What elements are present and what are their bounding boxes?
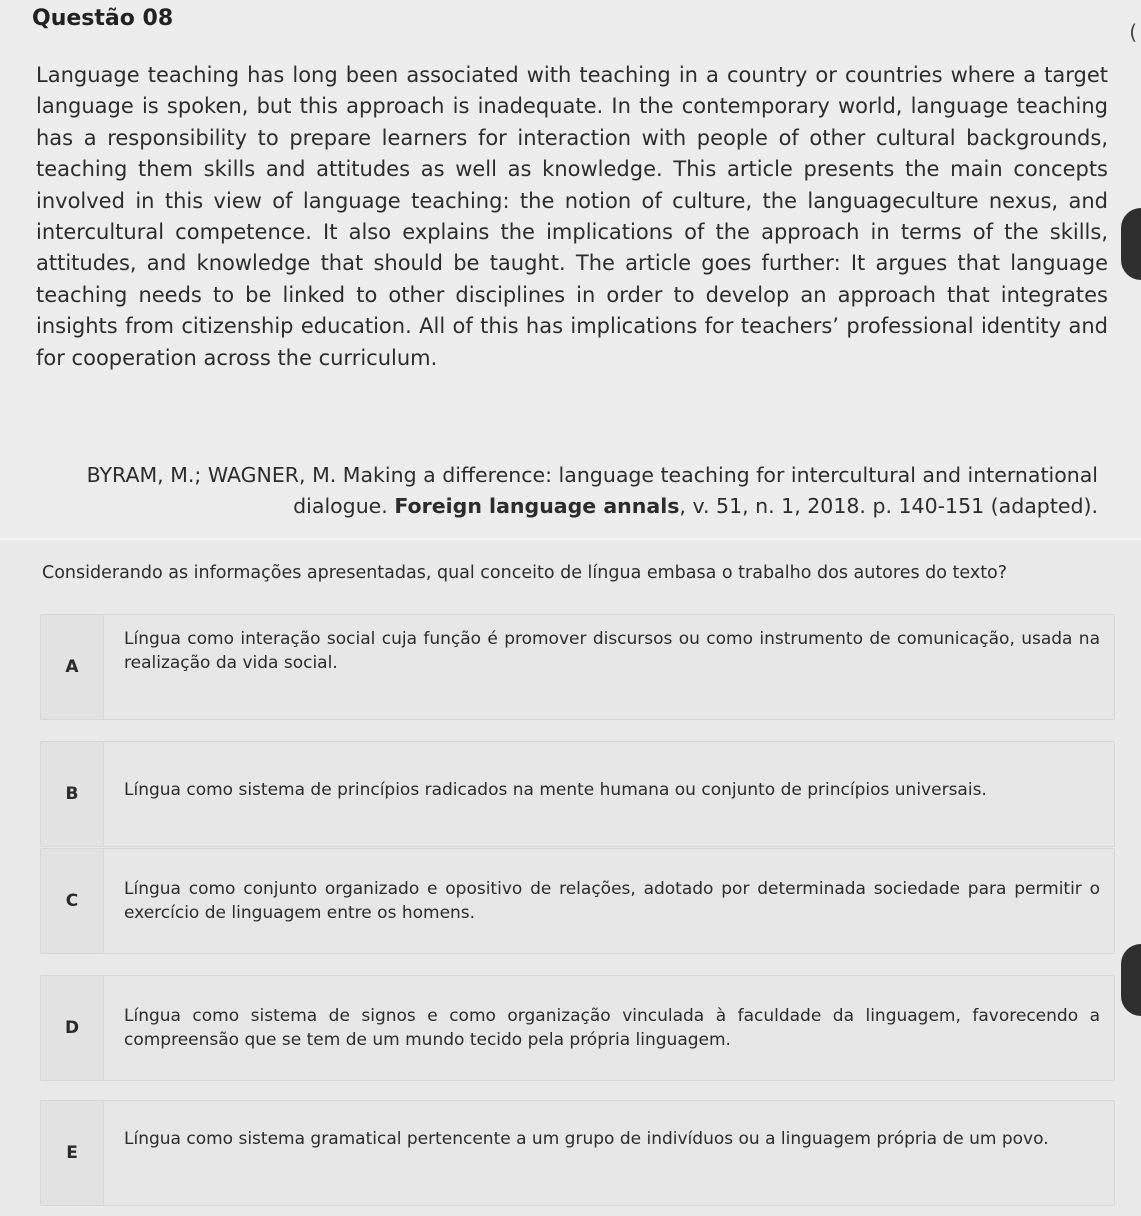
passage-panel	[0, 0, 1141, 538]
option-c[interactable]	[40, 848, 1115, 954]
option-b[interactable]	[40, 741, 1115, 847]
option-text: Língua como sistema de princípios radicados na mente humana ou conjunto de princípios universais.	[103, 742, 1114, 846]
question-title: Questão 08	[32, 6, 174, 31]
option-text: Língua como interação social cuja função é promover discursos ou como instrumento de comunicação, usada na realização da vida social.	[103, 615, 1114, 719]
option-d[interactable]	[40, 975, 1115, 1081]
option-text: Língua como conjunto organizado e opositivo de relações, adotado por determinada sociedade para permitir o exercício de linguagem entre os homens.	[103, 849, 1114, 953]
citation	[40, 460, 1098, 521]
citation-authors: BYRAM, M.; WAGNER, M. Making a difference: language teaching for intercultural and international dialogue.	[86, 463, 1098, 518]
scroll-edge-handle[interactable]	[1121, 208, 1141, 280]
option-e[interactable]	[40, 1100, 1115, 1206]
question-prompt: Considerando as informações apresentadas, qual conceito de língua embasa o trabalho dos autores do texto?	[42, 563, 1008, 583]
option-letter: D	[64, 1018, 80, 1038]
citation-journal: Foreign language annals	[394, 493, 680, 518]
edge-paren-glyph: (	[1129, 20, 1137, 44]
option-text: Língua como sistema gramatical pertencente a um grupo de indivíduos ou a linguagem própria de um povo.	[103, 1101, 1114, 1205]
section-divider	[0, 538, 1141, 540]
option-letter: A	[65, 657, 79, 677]
passage-text: Language teaching has long been associated with teaching in a country or countries where a target language is spoken, but this approach is inadequate. In the contemporary world, language teaching has a responsibility to prepare learners for interaction with people of other cultural backgrounds, teaching them skills and attitudes as well as knowledge. This article presents the main concepts involved in this view of language teaching: the notion of culture, the languageculture nexus, and intercultural competence. It also explains the implications of the approach in terms of the skills, attitudes, and knowledge that should be taught. The article goes further: It argues that language teaching needs to be linked to other disciplines in order to develop an approach that integrates insights from citizenship education. All of this has implications for teachers’ professional identity and for cooperation across the curriculum.	[36, 63, 1108, 370]
citation-details: , v. 51, n. 1, 2018. p. 140-151 (adapted).	[679, 493, 1098, 518]
option-letter: B	[65, 784, 79, 804]
option-text: Língua como sistema de signos e como organização vinculada à faculdade da linguagem, favorecendo a compreensão que se tem de um mundo tecido pela própria linguagem.	[103, 976, 1114, 1080]
scroll-edge-handle[interactable]	[1121, 944, 1141, 1016]
option-a[interactable]	[40, 614, 1115, 720]
option-letter: C	[65, 891, 79, 911]
option-letter: E	[66, 1143, 78, 1163]
